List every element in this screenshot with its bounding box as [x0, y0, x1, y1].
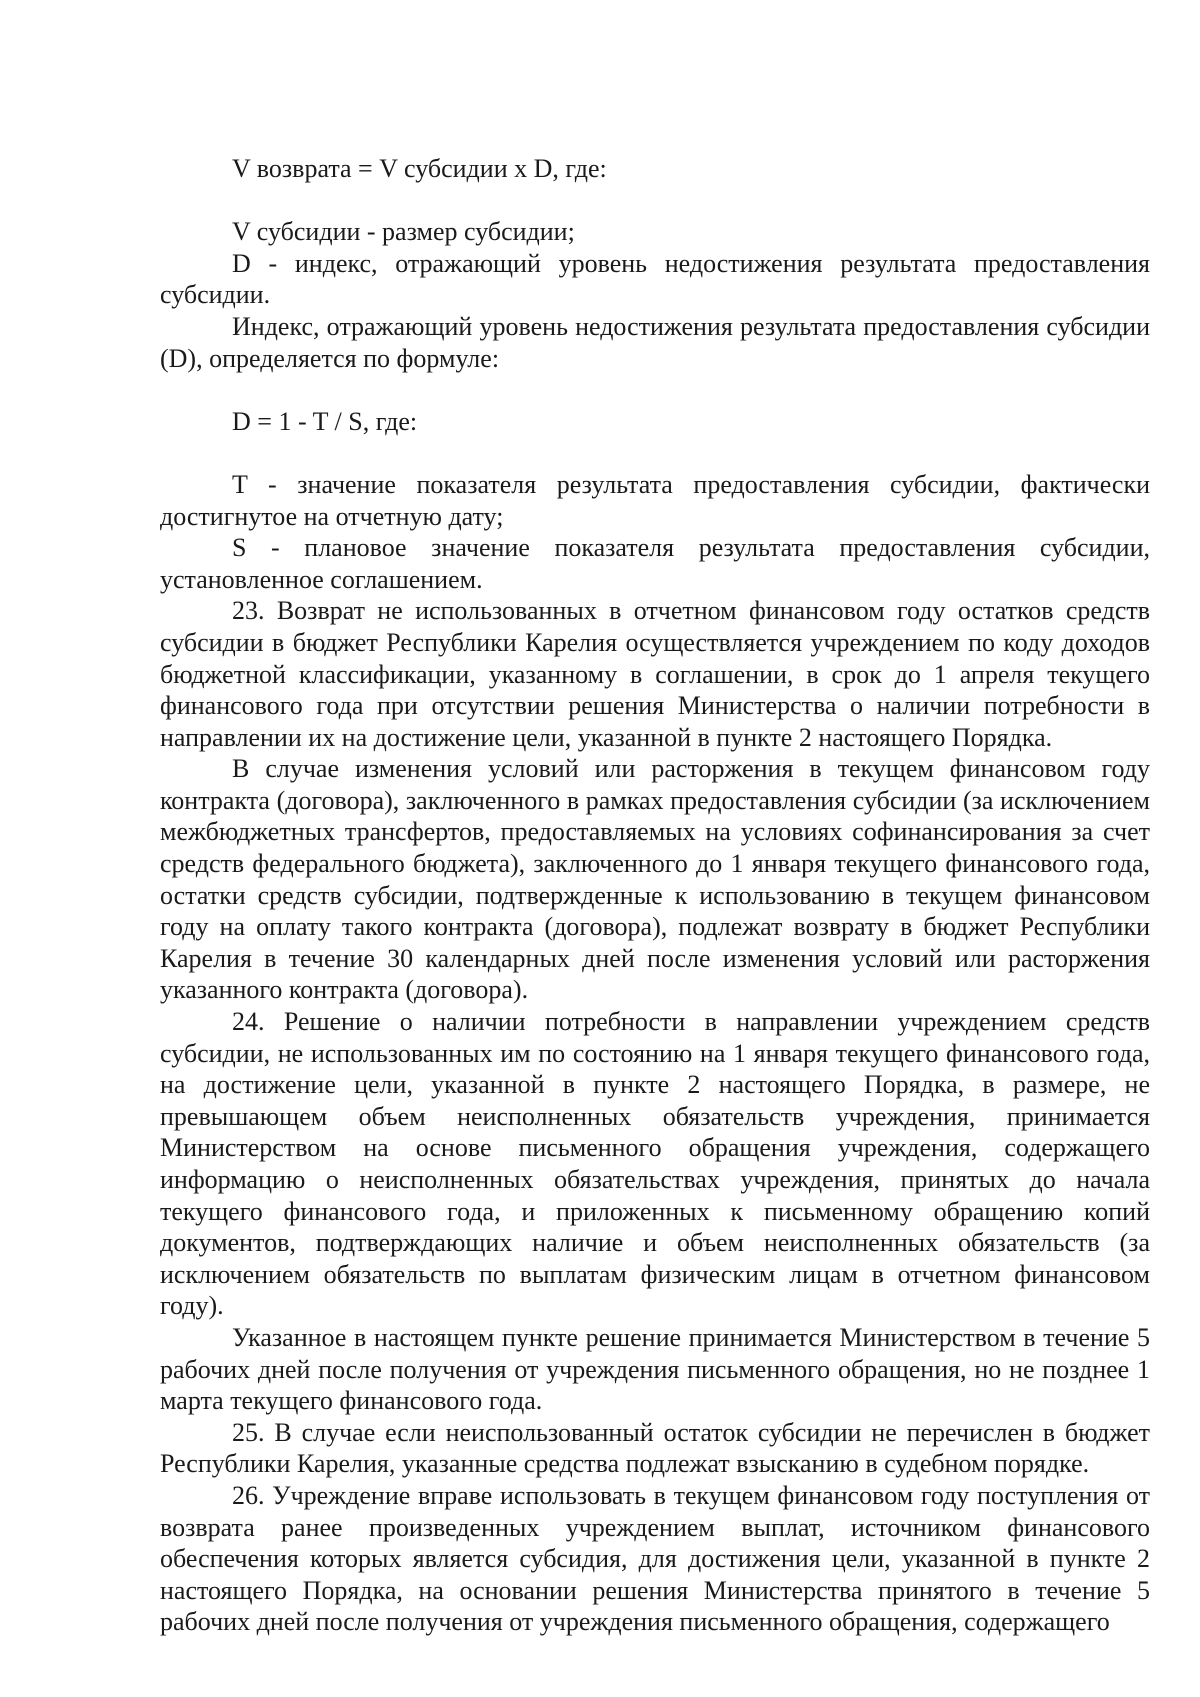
spacer [160, 437, 1150, 469]
formula-v-return: V возврата = V субсидии x D, где: [232, 154, 607, 183]
paragraph-24: 24. Решение о наличии потребности в направлении учреждением средств субсидии, не использованных им по состоянию на 1 января текущего финансового года, на достижение цели, указанной в пункте 2 настоящего Порядка, в размере, не превышающем объем неисполненных обязательств учреждения, принимается Министерством на основе письменного обращения учреждения, содержащего информацию о неисполненных обязательствах учреждения, принятых до начала текущего финансового года, и приложенных к письменному обращению копий документов, подтверждающих наличие и объем неисполненных обязательств (за исключением обязательств по выплатам физическим лицам в отчетном финансовом году). [160, 1007, 1150, 1321]
index-intro: Индекс, отражающий уровень недостижения результата предоставления субсидии (D), определяется по формуле: [160, 311, 1150, 373]
paragraph-24-continued: Указанное в настоящем пункте решение принимается Министерством в течение 5 рабочих дней после получения от учреждения письменного обращения, но не позднее 1 марта текущего финансового года. [160, 1322, 1150, 1416]
definition-s: S - плановое значение показателя результата предоставления субсидии, установленное соглашением. [160, 533, 1150, 594]
formula-d: D = 1 - T / S, где: [232, 406, 418, 436]
document-page [160, 153, 1150, 1638]
paragraph-25: 25. В случае если неиспользованный остаток субсидии не перечислен в бюджет Республики Карелия, указанные средства подлежат взысканию в судебном порядке. [160, 1417, 1150, 1479]
definition-t: T - значение показателя результата предоставления субсидии, фактически достигнутое на отчетную дату; [160, 469, 1150, 531]
paragraph-23-continued: В случае изменения условий или расторжения в текущем финансовом году контракта (договора), заключенного в рамках предоставления субсидии (за исключением межбюджетных трансфертов, предоставляемых на условиях софинансирования за счет средств федерального бюджета), заключенного до 1 января текущего финансового года, остатки средств субсидии, подтвержденные к использованию в текущем финансовом году на оплату такого контракта (договора), подлежат возврату в бюджет Республики Карелия в течение 30 календарных дней после изменения условий или расторжения указанного контракта (договора). [160, 754, 1150, 1005]
spacer [160, 185, 1150, 217]
paragraph-26: 26. Учреждение вправе использовать в текущем финансовом году поступления от возврата ранее произведенных учреждением выплат, источником финансового обеспечения которых является субсидия, для достижения цели, указанной в пункте 2 настоящего Порядка, на основании решения Министерства принятого в течение 5 рабочих дней после получения от учреждения письменного обращения, содержащего [160, 1480, 1150, 1637]
definition-d: D - индекс, отражающий уровень недостижения результата предоставления субсидии. [160, 248, 1150, 310]
paragraph-23: 23. Возврат не использованных в отчетном финансовом году остатков средств субсидии в бюджет Республики Карелия осуществляется учреждением по коду доходов бюджетной классификации, указанному в соглашении, в срок до 1 апреля текущего финансового года при отсутствии решения Министерства о наличии потребности в направлении их на достижение цели, указанной в пункте 2 настоящего Порядка. [160, 596, 1150, 752]
definition-v-subsidy: V субсидии - размер субсидии; [232, 217, 575, 247]
spacer [160, 374, 1150, 406]
